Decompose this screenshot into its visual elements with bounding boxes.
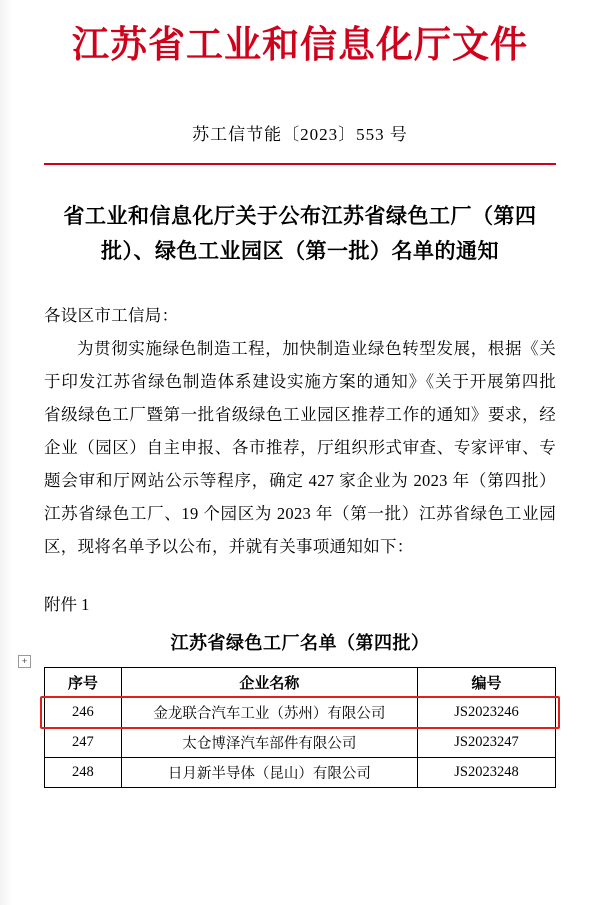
cell-code: JS2023248 (418, 757, 556, 787)
table-row (45, 757, 556, 787)
page-left-edge (0, 0, 12, 905)
column-header-index: 序号 (45, 667, 122, 697)
cell-index: 247 (45, 727, 122, 757)
salutation: 各设区市工信局： (44, 305, 179, 325)
table-title: 江苏省绿色工厂名单（第四批） (170, 632, 430, 654)
column-header-name: 企业名称 (121, 667, 417, 697)
green-factory-table (44, 667, 556, 788)
red-separator-rule (44, 163, 556, 165)
page-title: 省工业和信息化厅关于公布江苏省绿色工厂（第四批）、绿色工业园区（第一批）名单的通知 (63, 203, 537, 264)
body-text (44, 299, 556, 563)
masthead (44, 0, 556, 66)
table-move-handle-icon[interactable]: + (18, 655, 31, 668)
cell-code: JS2023247 (418, 727, 556, 757)
masthead-title: 江苏省工业和信息化厅文件 (72, 22, 528, 66)
table-header-row (45, 667, 556, 697)
cell-index: 246 (45, 697, 122, 727)
body-paragraph-1: 为贯彻实施绿色制造工程，加快制造业绿色转型发展，根据《关于印发江苏省绿色制造体系建设实施方案的通知》《关于开展第四批省级绿色工厂暨第一批省级绿色工业园区推荐工作的通知》要求，经企业（园区）自主申报、各市推荐，厅组织形式审查、专家评审、专题会审和厅网站公示等程序，确定 427 家企业为 2023 年（第四批）江苏省绿色工厂、19 个园区为 2023 年（第一批）江苏省绿色工业园区，现将名单予以公布，并就有关事项通知如下： (44, 338, 556, 556)
table-wrapper (21, 655, 556, 788)
document-number: 苏工信节能〔2023〕553 号 (192, 125, 408, 145)
cell-code: JS2023246 (418, 697, 556, 727)
attachment-label: 附件 1 (44, 594, 90, 614)
cell-name: 金龙联合汽车工业（苏州）有限公司 (121, 697, 417, 727)
cell-name: 太仓博泽汽车部件有限公司 (121, 727, 417, 757)
cell-index: 248 (45, 757, 122, 787)
column-header-code: 编号 (418, 667, 556, 697)
table-row (45, 697, 556, 727)
table-row (45, 727, 556, 757)
cell-name: 日月新半导体（昆山）有限公司 (121, 757, 417, 787)
